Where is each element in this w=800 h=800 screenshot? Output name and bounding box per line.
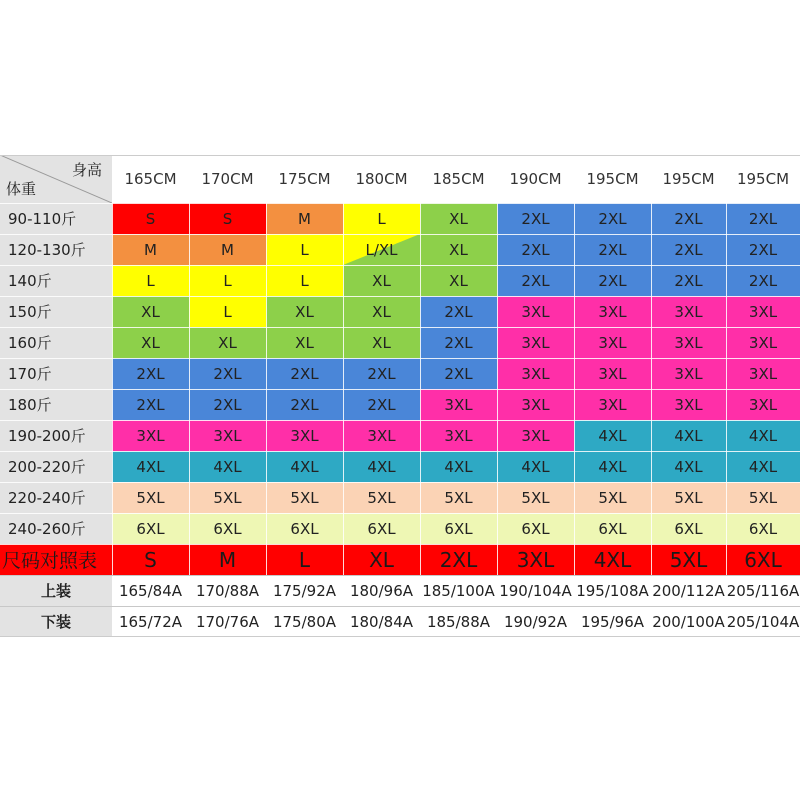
weight-row-label: 160斤 (0, 327, 112, 358)
height-header: 185CM (420, 155, 497, 203)
bottom-garment-spec: 170/76A (189, 606, 266, 637)
size-cell: XL (420, 265, 497, 296)
size-cell: 2XL (266, 389, 343, 420)
weight-row-label: 190-200斤 (0, 420, 112, 451)
size-cell: 2XL (574, 234, 651, 265)
height-header: 170CM (189, 155, 266, 203)
table-top-border (0, 155, 800, 156)
size-cell: 3XL (266, 420, 343, 451)
size-cell: XL (420, 203, 497, 234)
row-divider (0, 606, 800, 607)
size-ref-cell: 4XL (574, 544, 651, 575)
row-divider (0, 544, 800, 545)
weight-row-label: 240-260斤 (0, 513, 112, 544)
top-garment-spec: 165/84A (112, 575, 189, 606)
size-cell: XL (343, 265, 420, 296)
size-cell: 2XL (420, 327, 497, 358)
size-cell: 2XL (726, 265, 800, 296)
size-cell: 3XL (497, 420, 574, 451)
top-garment-spec: 200/112A (651, 575, 726, 606)
row-divider (0, 482, 800, 483)
size-cell: 3XL (574, 296, 651, 327)
size-cell: 3XL (420, 420, 497, 451)
size-chart-table (0, 155, 800, 640)
size-cell: L (343, 203, 420, 234)
weight-row-label: 180斤 (0, 389, 112, 420)
column-divider (266, 155, 267, 637)
weight-row-label: 200-220斤 (0, 451, 112, 482)
height-header: 165CM (112, 155, 189, 203)
size-cell: 5XL (651, 482, 726, 513)
size-cell (343, 234, 420, 265)
size-cell: 2XL (726, 203, 800, 234)
size-cell: L (189, 265, 266, 296)
size-cell: 3XL (497, 358, 574, 389)
height-header: 195CM (574, 155, 651, 203)
row-divider (0, 358, 800, 359)
size-cell: 4XL (574, 451, 651, 482)
size-cell: XL (343, 327, 420, 358)
size-cell: 2XL (497, 265, 574, 296)
size-cell: 3XL (112, 420, 189, 451)
column-divider (651, 155, 652, 637)
size-cell: 4XL (266, 451, 343, 482)
size-cell: 2XL (574, 203, 651, 234)
size-ref-cell: 6XL (726, 544, 800, 575)
weight-row-label: 120-130斤 (0, 234, 112, 265)
size-cell: S (112, 203, 189, 234)
size-cell: 4XL (112, 451, 189, 482)
size-cell-label: L/XL (365, 240, 398, 259)
size-cell: 3XL (343, 420, 420, 451)
size-cell: 4XL (726, 451, 800, 482)
bottom-garment-spec: 195/96A (574, 606, 651, 637)
size-cell: 6XL (651, 513, 726, 544)
bottom-garment-spec: 175/80A (266, 606, 343, 637)
column-divider (112, 155, 113, 637)
size-cell: 3XL (574, 389, 651, 420)
row-divider (0, 451, 800, 452)
size-cell: 2XL (420, 358, 497, 389)
column-divider (726, 155, 727, 637)
column-divider (497, 155, 498, 637)
size-cell: 5XL (574, 482, 651, 513)
size-cell: 3XL (726, 327, 800, 358)
height-header: 180CM (343, 155, 420, 203)
size-cell: 4XL (574, 420, 651, 451)
size-cell: 6XL (343, 513, 420, 544)
size-cell: 4XL (651, 420, 726, 451)
size-cell: 2XL (726, 234, 800, 265)
size-ref-cell: 3XL (497, 544, 574, 575)
size-cell: 6XL (497, 513, 574, 544)
size-cell: 6XL (726, 513, 800, 544)
size-ref-cell: 5XL (651, 544, 726, 575)
size-cell: 3XL (651, 296, 726, 327)
size-cell: 2XL (189, 358, 266, 389)
table-bottom-border (0, 636, 800, 637)
row-divider (0, 513, 800, 514)
size-chart-label: 尺码对照表 (0, 544, 112, 575)
size-cell: L (266, 234, 343, 265)
top-garment-label: 上装 (0, 575, 112, 606)
size-cell: 4XL (497, 451, 574, 482)
size-cell: 4XL (189, 451, 266, 482)
size-cell: 2XL (266, 358, 343, 389)
bottom-garment-label: 下装 (0, 606, 112, 637)
size-cell: 3XL (726, 389, 800, 420)
size-cell: 6XL (189, 513, 266, 544)
height-header: 175CM (266, 155, 343, 203)
bottom-garment-spec: 185/88A (420, 606, 497, 637)
size-cell: 6XL (112, 513, 189, 544)
height-header: 195CM (726, 155, 800, 203)
size-ref-cell: 2XL (420, 544, 497, 575)
size-ref-cell: L (266, 544, 343, 575)
weight-row-label: 90-110斤 (0, 203, 112, 234)
size-cell: 3XL (189, 420, 266, 451)
bottom-garment-spec: 190/92A (497, 606, 574, 637)
size-cell: 3XL (420, 389, 497, 420)
size-cell: 3XL (574, 327, 651, 358)
row-divider (0, 203, 800, 204)
size-cell: 3XL (651, 358, 726, 389)
height-header: 190CM (497, 155, 574, 203)
column-divider (343, 155, 344, 637)
size-cell: 3XL (726, 358, 800, 389)
row-divider (0, 420, 800, 421)
row-divider (0, 327, 800, 328)
size-cell: 6XL (266, 513, 343, 544)
size-cell: 2XL (420, 296, 497, 327)
size-cell: M (189, 234, 266, 265)
size-cell: 2XL (343, 389, 420, 420)
size-cell: L (266, 265, 343, 296)
size-cell: 2XL (112, 358, 189, 389)
size-cell: 4XL (726, 420, 800, 451)
row-divider (0, 265, 800, 266)
top-garment-spec: 175/92A (266, 575, 343, 606)
size-cell: XL (112, 296, 189, 327)
top-garment-spec: 205/116A (726, 575, 800, 606)
size-ref-cell: XL (343, 544, 420, 575)
size-cell: 4XL (420, 451, 497, 482)
weight-row-label: 140斤 (0, 265, 112, 296)
size-cell: 2XL (651, 203, 726, 234)
column-divider (189, 155, 190, 637)
size-cell: M (112, 234, 189, 265)
bottom-garment-spec: 180/84A (343, 606, 420, 637)
size-ref-cell: S (112, 544, 189, 575)
weight-row-label: 170斤 (0, 358, 112, 389)
size-cell: XL (266, 327, 343, 358)
size-cell: 5XL (343, 482, 420, 513)
size-cell: 5XL (189, 482, 266, 513)
size-cell: XL (112, 327, 189, 358)
size-cell: 5XL (112, 482, 189, 513)
top-garment-spec: 180/96A (343, 575, 420, 606)
size-cell: 3XL (574, 358, 651, 389)
size-cell: 3XL (651, 327, 726, 358)
row-divider (0, 234, 800, 235)
size-cell: 6XL (420, 513, 497, 544)
row-divider (0, 575, 800, 576)
height-header: 195CM (651, 155, 726, 203)
size-cell: 4XL (343, 451, 420, 482)
size-ref-cell: M (189, 544, 266, 575)
weight-axis-label: 体重 (6, 180, 37, 198)
size-cell: XL (266, 296, 343, 327)
top-garment-spec: 190/104A (497, 575, 574, 606)
bottom-garment-spec: 205/104A (726, 606, 800, 637)
top-garment-spec: 195/108A (574, 575, 651, 606)
height-axis-label: 身高 (71, 161, 102, 179)
size-cell: M (266, 203, 343, 234)
size-cell: 3XL (726, 296, 800, 327)
size-cell: 5XL (726, 482, 800, 513)
bottom-garment-spec: 200/100A (651, 606, 726, 637)
row-divider (0, 296, 800, 297)
column-divider (574, 155, 575, 637)
size-cell: L (189, 296, 266, 327)
size-cell: 2XL (651, 265, 726, 296)
size-cell: 2XL (651, 234, 726, 265)
size-cell: 5XL (266, 482, 343, 513)
size-cell: 5XL (420, 482, 497, 513)
top-garment-spec: 185/100A (420, 575, 497, 606)
size-cell: 2XL (497, 203, 574, 234)
weight-row-label: 150斤 (0, 296, 112, 327)
size-cell: 6XL (574, 513, 651, 544)
top-garment-spec: 170/88A (189, 575, 266, 606)
size-cell: XL (343, 296, 420, 327)
size-cell: XL (189, 327, 266, 358)
size-cell: 2XL (343, 358, 420, 389)
size-cell: S (189, 203, 266, 234)
column-divider (420, 155, 421, 637)
size-cell: 2XL (497, 234, 574, 265)
size-cell: 4XL (651, 451, 726, 482)
size-cell: 2XL (189, 389, 266, 420)
size-cell: XL (420, 234, 497, 265)
size-cell: L (112, 265, 189, 296)
size-cell: 3XL (497, 389, 574, 420)
row-divider (0, 389, 800, 390)
size-cell: 3XL (497, 296, 574, 327)
size-cell: 5XL (497, 482, 574, 513)
size-cell: 3XL (651, 389, 726, 420)
corner-header (0, 155, 112, 203)
size-cell: 3XL (497, 327, 574, 358)
bottom-garment-spec: 165/72A (112, 606, 189, 637)
weight-row-label: 220-240斤 (0, 482, 112, 513)
size-cell: 2XL (574, 265, 651, 296)
size-cell: 2XL (112, 389, 189, 420)
